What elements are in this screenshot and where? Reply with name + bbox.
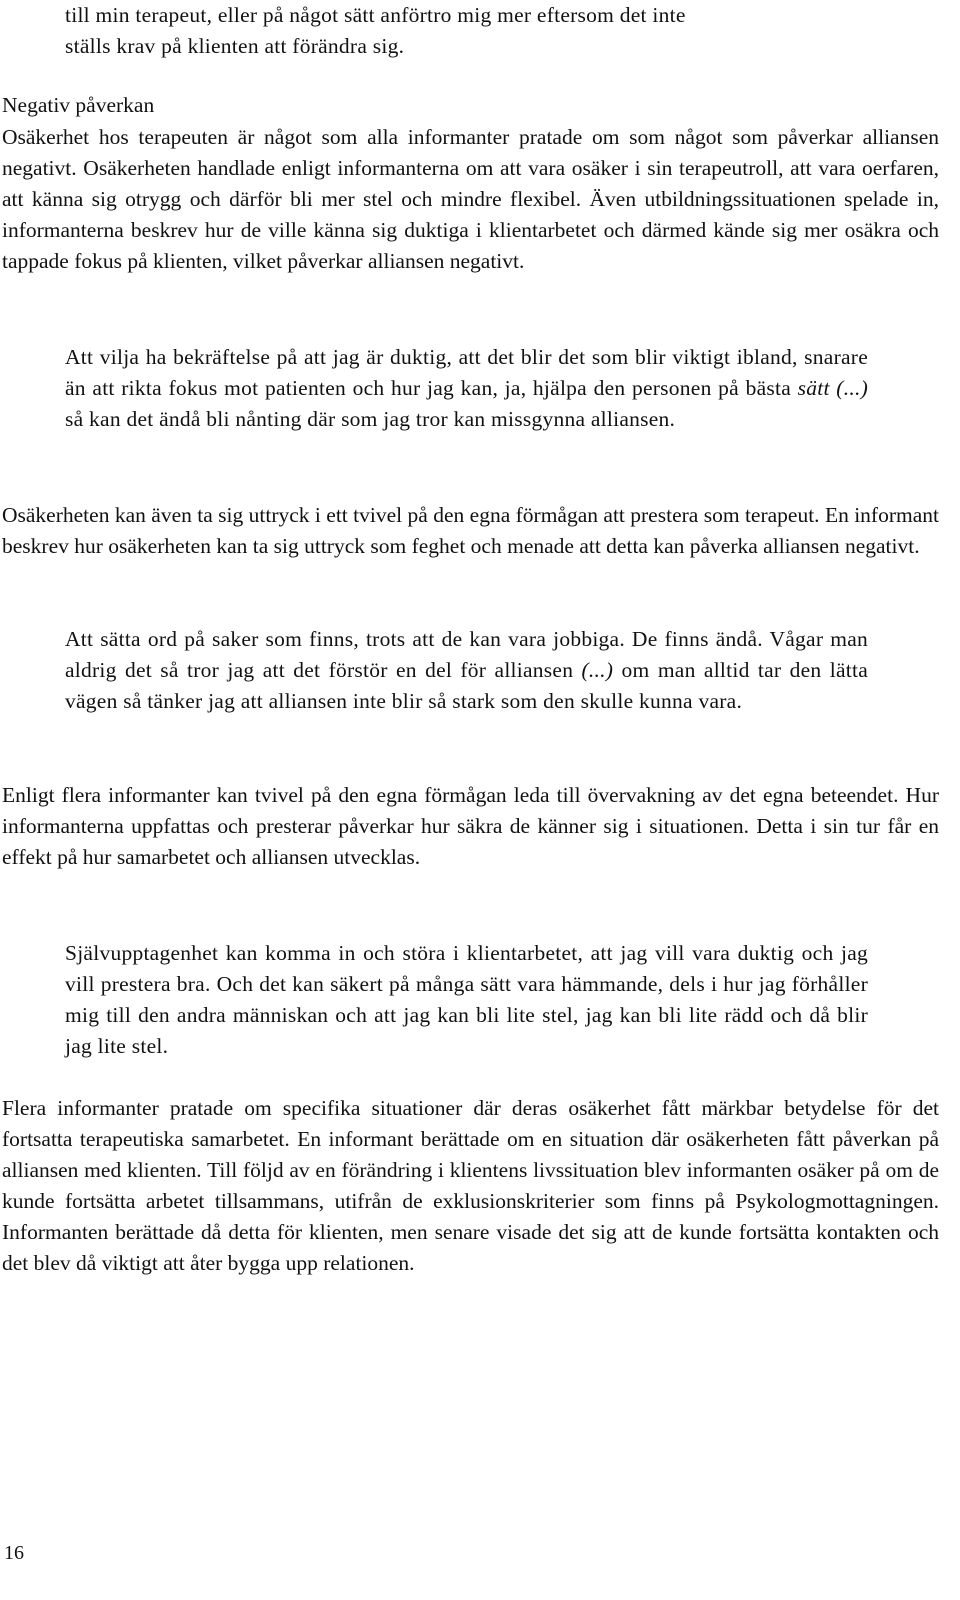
paragraph-1: Osäkerhet hos terapeuten är något som alla informanter pratade om som något som påverkar alliansen negativt. Osäkerheten handlade enligt informanterna om att vara osäker i sin terapeutroll, att vara oerfaren, att känna sig otrygg och därför bli mer stel och mindre flexibel. Även utbildningssituationen spelade in, informanterna beskrev hur de ville känna sig duktiga i klientarbetet och därmed kände sig mer osäkra och tappade fokus på klienten, vilket påverkar alliansen negativt.	[2, 125, 939, 273]
opening-quote-continuation	[65, 0, 868, 62]
quote-3: Självupptagenhet kan komma in och störa i klientarbetet, att jag vill vara duktig och jag vill prestera bra. Och det kan säkert på många sätt vara hämmande, dels i hur jag förhåller mig till den andra människan och att jag kan bli lite stel, jag kan bli lite rädd och då blir jag lite stel.	[65, 941, 868, 1058]
quote-1-text-after: så kan det ändå bli nånting där som jag tror kan missgynna alliansen.	[65, 407, 676, 431]
paragraph-4: Flera informanter pratade om specifika situationer där deras osäkerhet fått märkbar betydelse för det fortsatta terapeutiska samarbetet. En informant berättade om en situation där osäkerheten fått påverkan på alliansen med klienten. Till följd av en förändring i klientens livssituation blev informanten osäker på om de kunde fortsätta arbetet tillsammans, utifrån de exklusionskriterier som finns på Psykologmottagningen. Informanten berättade då detta för klienten, men senare visade det sig att de kunde fortsätta kontakten och det blev då viktigt att åter bygga upp relationen.	[2, 1096, 939, 1275]
quote-2-text-before: Att sätta ord på saker som finns, trots att de kan vara jobbiga. De finns ändå. Vågar man aldrig det så tror jag att det förstör en del för alliansen	[65, 627, 868, 682]
paragraph-3: Enligt flera informanter kan tvivel på den egna förmågan leda till övervakning av det egna beteendet. Hur informanterna uppfattas och presterar påverkar hur säkra de känner sig i situationen. Detta i sin tur får en effekt på hur samarbetet och alliansen utvecklas.	[2, 783, 939, 869]
opening-line-2: ställs krav på klienten att förändra sig.	[65, 34, 405, 58]
quote-2	[65, 624, 868, 717]
section-heading: Negativ påverkan	[2, 93, 155, 117]
quote-2-italic: (...)	[581, 658, 614, 682]
paragraph-2: Osäkerheten kan även ta sig uttryck i ett tvivel på den egna förmågan att prestera som terapeut. En informant beskrev hur osäkerheten kan ta sig uttryck som feghet och menade att detta kan påverka alliansen negativt.	[2, 503, 939, 558]
opening-line-1: till min terapeut, eller på något sätt anförtro mig mer eftersom det inte	[65, 3, 686, 27]
quote-2-text-after: om man alltid tar den lätta vägen så tänker jag att alliansen inte blir så stark som den skulle kunna vara.	[65, 658, 868, 713]
quote-1-italic: sätt (...)	[797, 376, 868, 400]
quote-1-text-before: Att vilja ha bekräftelse på att jag är duktig, att det blir det som blir viktigt ibland, snarare än att rikta fokus mot patienten och hur jag kan, ja, hjälpa den personen på bästa	[65, 345, 868, 400]
quote-1	[65, 342, 868, 435]
page-number: 16	[4, 1542, 24, 1564]
